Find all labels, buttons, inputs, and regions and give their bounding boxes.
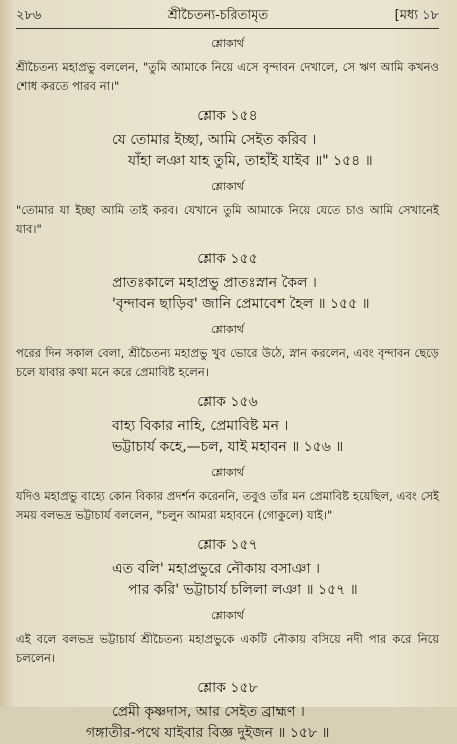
translation-label: শ্লোকার্থ [211, 37, 244, 50]
verse-number: শ্লোক ১৫৪ [197, 108, 258, 124]
book-title: শ্রীচৈতন্য-চরিতামৃত [167, 8, 269, 23]
page-header [16, 6, 439, 26]
translation-text: যদিও মহাপ্রভু বাহ্যে কোন বিকার প্রদর্শন করেননি, তবুও তাঁর মন প্রেমাবিষ্ট হয়েছিল, এবং সেই সময় বলভদ্র ভট্টাচার্য বললেন, "চলুন আমরা মহাবনে (গোকুলে) যাই।" [16, 489, 439, 522]
verse-line: বাহ্য বিকার নাহি, প্রেমাবিষ্ট মন । [112, 418, 289, 434]
section-indicator: [মধ্য ১৮ [394, 8, 439, 23]
verse-line: যাঁহা লঞা যাহ তুমি, তাহাঁই যাইব ॥" ১৫৪ ॥ [128, 153, 373, 169]
verse-line: এত বলি' মহাপ্রভুরে নৌকায় বসাঞা । [112, 561, 320, 577]
verse-line: ভট্টাচার্য কহে,—চল, যাই মহাবন ॥ ১৫৬ ॥ [112, 439, 344, 455]
translation-text: পরের দিন সকাল বেলা, শ্রীচৈতন্য মহাপ্রভু খুব ভোরে উঠে, স্নান করলেন, এবং বৃন্দাবন ছেড়ে চলে যাবার কথা মনে করে প্রেমাবিষ্ট হলেন। [16, 346, 439, 379]
verse-number: শ্লোক ১৫৫ [197, 251, 258, 267]
header-rule [16, 28, 439, 29]
verse-line: গঙ্গাতীর-পথে যাইবার বিজ্ঞ দুইজন ॥ ১৫৮ ॥ [86, 725, 330, 741]
translation-text: এই বলে বলভদ্র ভট্টাচার্য শ্রীচৈতন্য মহাপ্রভুকে একটি নৌকায় বসিয়ে নদী পার করে নিয়ে চললেন। [16, 632, 439, 665]
verse-line: প্রাতঃকালে মহাপ্রভু প্রাতঃস্নান কৈল । [112, 275, 317, 291]
verse-number: শ্লোক ১৫৮ [197, 680, 258, 696]
verse-line: যে তোমার ইচ্ছা, আমি সেইত করিব । [112, 132, 317, 148]
translation-label: শ্লোকার্থ [211, 609, 244, 622]
verse-line: 'বৃন্দাবন ছাড়িব' জানি প্রেমাবেশ হৈল ॥ ১৫৫ ॥ [112, 296, 370, 312]
translation-label: শ্লোকার্থ [211, 466, 244, 479]
verse-line: পার করি' ভট্টাচার্য চলিলা লঞা ॥ ১৫৭ ॥ [128, 582, 358, 598]
translation-label: শ্লোকার্থ [211, 323, 244, 336]
verse-number: শ্লোক ১৫৭ [197, 537, 258, 553]
translation-text: "তোমার যা ইচ্ছা আমি তাই করব। যেখানে তুমি আমাকে নিয়ে যেতে চাও আমি সেখানেই যাব।" [16, 203, 439, 236]
verse-number: শ্লোক ১৫৬ [197, 394, 258, 410]
translation-text: শ্রীচৈতন্য মহাপ্রভু বললেন, "তুমি আমাকে নিয়ে এসে বৃন্দাবন দেখালে, সে ঋণ আমি কখনও শোধ করতে পারব না।" [16, 60, 439, 93]
page-number: ২৮৬ [16, 8, 42, 23]
verse-line: প্রেমী কৃষ্ণদাস, আর সেইত ব্রাহ্মণ । [112, 704, 305, 720]
translation-label: শ্লোকার্থ [211, 180, 244, 193]
